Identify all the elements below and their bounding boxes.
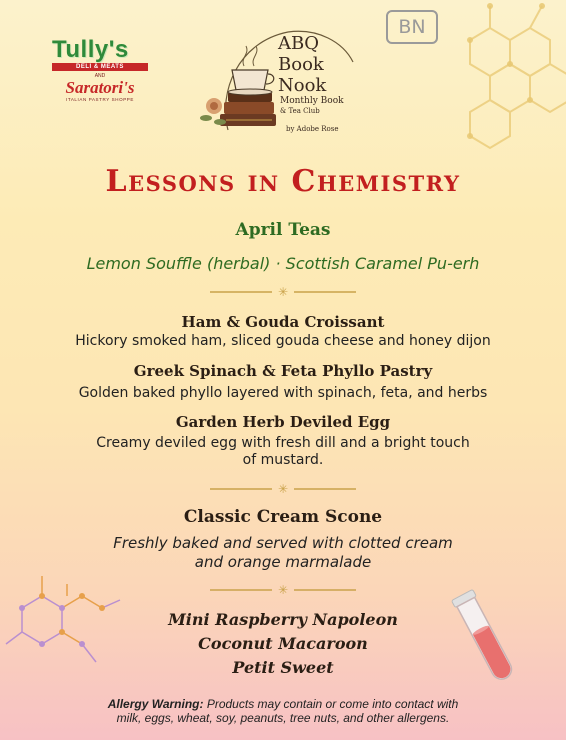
teas-list: Lemon Souffle (herbal) · Scottish Caramel Pu-erh — [86, 254, 480, 273]
abq-subtitle: Monthly Book — [280, 96, 344, 106]
scone-title: Classic Cream Scone — [183, 507, 383, 527]
menu-item-description-line-1: Creamy deviled egg with fresh dill and a bright touch — [96, 435, 470, 451]
abq-line-1: ABQ — [278, 33, 319, 54]
abq-book-nook-title — [278, 33, 326, 96]
menu-item-description-line-2: of mustard. — [242, 452, 324, 468]
tullys-and: AND — [94, 73, 106, 79]
scone-description-line-1: Freshly baked and served with clotted cream — [113, 534, 453, 552]
test-tube-icon — [446, 585, 526, 695]
tullys-saratoris-logo — [52, 38, 148, 103]
hexagon-molecule-decoration — [430, 0, 566, 150]
page-title: Lessons in Chemistry — [105, 164, 461, 199]
dessert-item: Mini Raspberry Napoleon — [168, 610, 398, 629]
allergy-label: Allergy Warning: — [107, 697, 204, 711]
menu-item-description: Golden baked phyllo layered with spinach, feta, and herbs — [78, 385, 488, 401]
dessert-item: Coconut Macaroon — [198, 634, 368, 653]
ornamental-divider — [210, 286, 356, 298]
bn-logo: BN — [386, 10, 438, 44]
allergy-warning — [0, 697, 566, 711]
abq-subtitle-2: & Tea Club — [280, 107, 320, 115]
abq-line-3: Nook — [278, 75, 327, 96]
tullys-wordmark: Tully's — [52, 36, 129, 63]
abq-byline: by Adobe Rose — [286, 125, 339, 133]
menu-item-title: Ham & Gouda Croissant — [181, 313, 385, 331]
menu-item-title: Garden Herb Deviled Egg — [175, 413, 391, 431]
tullys-band: DELI & MEATS — [52, 63, 148, 71]
ornamental-divider — [210, 483, 356, 495]
svg-text:✳: ✳ — [277, 584, 289, 596]
menu-item-description: Hickory smoked ham, sliced gouda cheese and honey dijon — [75, 333, 491, 349]
svg-text:✳: ✳ — [277, 483, 289, 495]
ornamental-divider — [210, 584, 356, 596]
abq-line-2: Book — [278, 54, 324, 75]
allergy-text-line-1: Products may contain or come into contact with — [203, 697, 459, 711]
saratoris-subtitle: ITALIAN PASTRY SHOPPE — [65, 97, 135, 102]
allergy-warning-line-2: milk, eggs, wheat, soy, peanuts, tree nuts, and other allergens. — [116, 711, 450, 725]
dessert-item: Petit Sweet — [232, 658, 334, 677]
svg-text:✳: ✳ — [277, 286, 289, 298]
scone-description-line-2: and orange marmalade — [194, 553, 372, 571]
saratoris-wordmark: Saratori's — [65, 78, 135, 97]
molecule-structure-decoration — [0, 570, 130, 670]
teas-heading: April Teas — [235, 220, 331, 240]
menu-item-title: Greek Spinach & Feta Phyllo Pastry — [133, 362, 433, 380]
